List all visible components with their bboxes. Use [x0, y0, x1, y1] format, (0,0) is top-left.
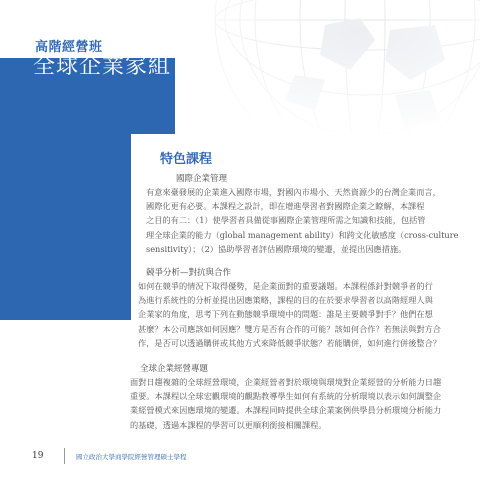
course-title-global-business: 全球企業經營專題: [140, 364, 209, 374]
globe-graphic: [175, 0, 480, 150]
page-number: 19: [32, 451, 44, 461]
course-title-competitive-analysis: 競爭分析—對抗與合作: [146, 268, 232, 278]
page-title: 全球企業家組: [33, 54, 172, 79]
course-line: 有意來臺發展的企業進入國際市場，對國內市場小、天然資源少的台灣企業而言，: [146, 187, 441, 197]
course-line: 甚麼？本公司應該如何因應？雙方是否有合作的可能？該如何合作？若無法與對方合: [138, 323, 441, 334]
footer-organization: 國立政治大學商學院經營管理碩士學程: [76, 453, 187, 461]
course-description-international-business: [146, 185, 459, 256]
course-line: 為進行系統性的分析並提出因應策略，課程的目的在於要求學習者以高階經理人與: [138, 295, 433, 306]
course-title-international-business: 國際企業管理: [176, 174, 228, 184]
course-line: 之目的有二：（1）使學習者具備從事國際企業管理所需之知識和技能，包括管: [146, 215, 426, 226]
program-eyebrow: 高階經營班: [35, 40, 103, 55]
course-line: 重要。本課程以全球宏觀環境的觀點教導學生如何有系統的分析環境以表示如何調整企: [130, 391, 442, 402]
course-description-competitive-analysis: [138, 279, 448, 350]
footer-divider: [64, 448, 65, 464]
course-line: 理全球企業的能力（global management ability）和跨文化敏感度（cross-culture: [146, 229, 459, 240]
section-title: 特色課程: [160, 152, 213, 167]
course-line: 企業家的角度，思考下列在動態競爭環境中的問題：誰是主要競爭對手？他們在想: [138, 309, 433, 320]
course-line: 業經營模式來因應環境的變遷。本課程同時提供全球企業案例供學員分析環境分析能力: [130, 405, 442, 416]
course-line: 如何在競爭的情況下取得優勢，是企業面對的重要議題。本課程係針對競爭者的行: [138, 281, 433, 291]
course-line: 作，是否可以透過購併或其他方式來降低競爭狀態？若能購併，如何進行併後整合？: [138, 337, 441, 348]
course-line: 面對日趨複雜的全球經營環境，企業經營者對於環境與環境對企業經營的分析能力日趨: [130, 377, 442, 387]
course-description-global-business: [130, 375, 450, 432]
course-line: 國際化更有必要。本課程之設計，即在增進學習者對國際企業之瞭解，本課程: [146, 201, 425, 212]
course-line: 的基礎，透過本課程的學習可以更順利銜接相關課程。: [130, 419, 327, 430]
course-line: sensitivity）；（2）協助學習者評估國際環境的變遷，並提出因應措施。: [146, 243, 407, 254]
